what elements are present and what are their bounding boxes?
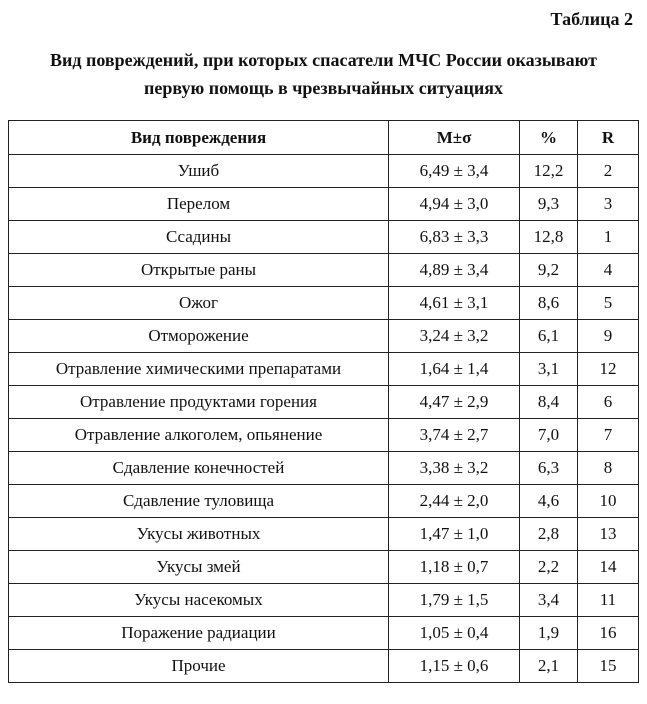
cell-rank: 15 xyxy=(578,650,639,683)
cell-injury-type: Отравление продуктами горения xyxy=(9,386,389,419)
table-row xyxy=(9,650,639,683)
cell-injury-type: Ожог xyxy=(9,287,389,320)
cell-mean-sd: 1,05 ± 0,4 xyxy=(389,617,520,650)
cell-percent: 12,8 xyxy=(520,221,578,254)
table-row xyxy=(9,551,639,584)
table-row xyxy=(9,254,639,287)
cell-injury-type: Перелом xyxy=(9,188,389,221)
cell-rank: 5 xyxy=(578,287,639,320)
cell-percent: 7,0 xyxy=(520,419,578,452)
cell-rank: 6 xyxy=(578,386,639,419)
cell-injury-type: Укусы насекомых xyxy=(9,584,389,617)
table-row xyxy=(9,221,639,254)
table-row xyxy=(9,584,639,617)
cell-rank: 1 xyxy=(578,221,639,254)
header-rank: R xyxy=(578,121,639,155)
cell-rank: 13 xyxy=(578,518,639,551)
table-title-line-1: Вид повреждений, при которых спасатели МЧС России оказывают xyxy=(49,50,598,70)
cell-injury-type: Отравление химическими препаратами xyxy=(9,353,389,386)
table-row xyxy=(9,353,639,386)
cell-injury-type: Поражение радиации xyxy=(9,617,389,650)
table-title-line-2: первую помощь в чрезвычайных ситуациях xyxy=(143,78,504,98)
cell-percent: 2,2 xyxy=(520,551,578,584)
cell-injury-type: Прочие xyxy=(9,650,389,683)
table-body xyxy=(9,155,639,683)
cell-percent: 1,9 xyxy=(520,617,578,650)
injury-types-table xyxy=(8,120,639,683)
cell-mean-sd: 4,94 ± 3,0 xyxy=(389,188,520,221)
cell-percent: 3,1 xyxy=(520,353,578,386)
cell-injury-type: Открытые раны xyxy=(9,254,389,287)
cell-injury-type: Отморожение xyxy=(9,320,389,353)
cell-injury-type: Сдавление конечностей xyxy=(9,452,389,485)
cell-mean-sd: 3,24 ± 3,2 xyxy=(389,320,520,353)
cell-mean-sd: 1,47 ± 1,0 xyxy=(389,518,520,551)
cell-percent: 9,2 xyxy=(520,254,578,287)
cell-mean-sd: 2,44 ± 2,0 xyxy=(389,485,520,518)
cell-rank: 11 xyxy=(578,584,639,617)
cell-injury-type: Сдавление туловища xyxy=(9,485,389,518)
cell-rank: 16 xyxy=(578,617,639,650)
cell-percent: 4,6 xyxy=(520,485,578,518)
cell-mean-sd: 1,79 ± 1,5 xyxy=(389,584,520,617)
table-row xyxy=(9,320,639,353)
header-injury-type: Вид повреждения xyxy=(9,121,389,155)
cell-mean-sd: 1,15 ± 0,6 xyxy=(389,650,520,683)
cell-rank: 10 xyxy=(578,485,639,518)
cell-mean-sd: 6,49 ± 3,4 xyxy=(389,155,520,188)
cell-mean-sd: 3,38 ± 3,2 xyxy=(389,452,520,485)
cell-rank: 3 xyxy=(578,188,639,221)
table-header-row xyxy=(9,121,639,155)
cell-rank: 8 xyxy=(578,452,639,485)
table-title xyxy=(0,46,647,102)
cell-rank: 14 xyxy=(578,551,639,584)
cell-rank: 7 xyxy=(578,419,639,452)
cell-mean-sd: 4,89 ± 3,4 xyxy=(389,254,520,287)
table-row xyxy=(9,485,639,518)
cell-injury-type: Отравление алкоголем, опьянение xyxy=(9,419,389,452)
header-mean-sd: M±σ xyxy=(389,121,520,155)
cell-injury-type: Укусы животных xyxy=(9,518,389,551)
cell-mean-sd: 6,83 ± 3,3 xyxy=(389,221,520,254)
cell-percent: 12,2 xyxy=(520,155,578,188)
cell-percent: 6,1 xyxy=(520,320,578,353)
cell-percent: 9,3 xyxy=(520,188,578,221)
cell-injury-type: Укусы змей xyxy=(9,551,389,584)
cell-rank: 2 xyxy=(578,155,639,188)
table-row xyxy=(9,518,639,551)
cell-mean-sd: 3,74 ± 2,7 xyxy=(389,419,520,452)
table-row xyxy=(9,386,639,419)
table-row xyxy=(9,452,639,485)
cell-rank: 12 xyxy=(578,353,639,386)
cell-injury-type: Ссадины xyxy=(9,221,389,254)
table-row xyxy=(9,287,639,320)
cell-mean-sd: 4,47 ± 2,9 xyxy=(389,386,520,419)
cell-percent: 2,1 xyxy=(520,650,578,683)
cell-rank: 4 xyxy=(578,254,639,287)
cell-percent: 3,4 xyxy=(520,584,578,617)
cell-percent: 6,3 xyxy=(520,452,578,485)
cell-percent: 8,6 xyxy=(520,287,578,320)
table-row xyxy=(9,617,639,650)
cell-mean-sd: 1,64 ± 1,4 xyxy=(389,353,520,386)
cell-mean-sd: 4,61 ± 3,1 xyxy=(389,287,520,320)
table-row xyxy=(9,419,639,452)
table-number-label: Таблица 2 xyxy=(550,9,633,29)
cell-percent: 2,8 xyxy=(520,518,578,551)
cell-percent: 8,4 xyxy=(520,386,578,419)
table-row xyxy=(9,188,639,221)
table-row xyxy=(9,155,639,188)
cell-rank: 9 xyxy=(578,320,639,353)
cell-mean-sd: 1,18 ± 0,7 xyxy=(389,551,520,584)
header-percent: % xyxy=(520,121,578,155)
cell-injury-type: Ушиб xyxy=(9,155,389,188)
